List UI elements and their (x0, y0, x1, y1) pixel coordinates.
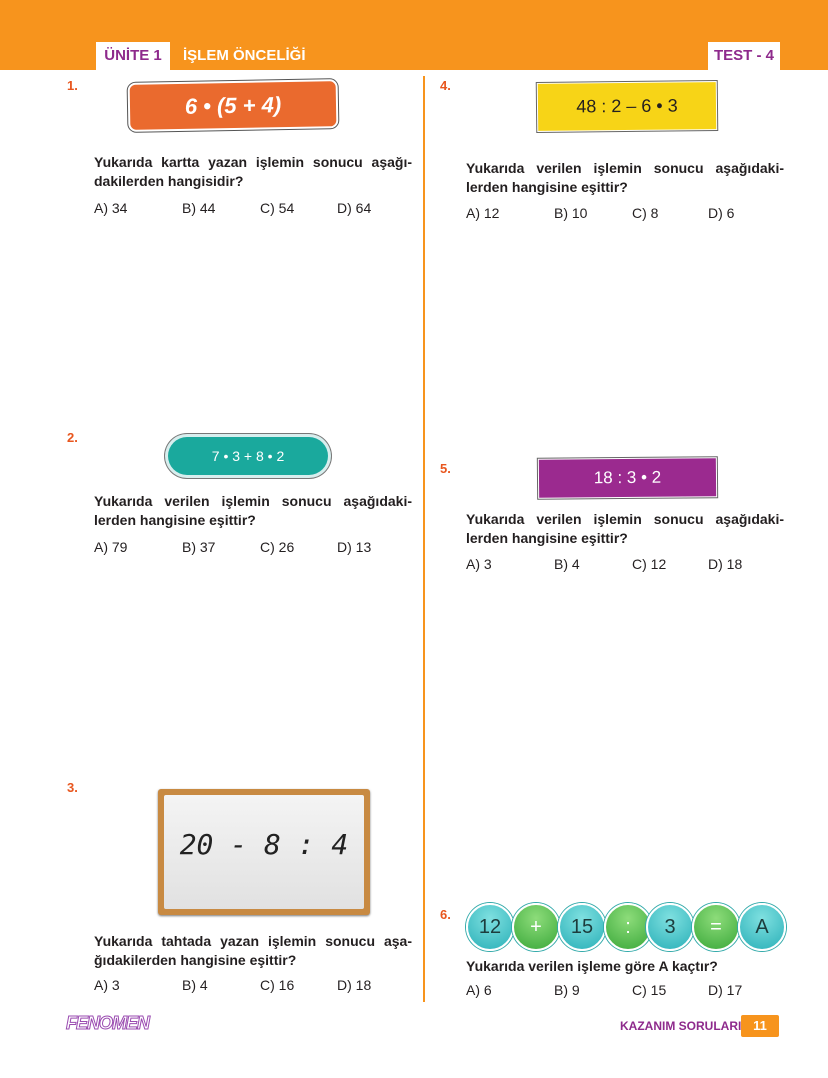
footer-label: KAZANIM SORULARI (620, 1019, 742, 1033)
option-a[interactable]: A) 6 (466, 982, 492, 998)
option-c[interactable]: C) 54 (260, 200, 295, 216)
question-text: Yukarıda verilen işlemin sonucu aşağıdaki-lerden hangisine eşittir? (466, 160, 784, 195)
expression-card: 6 • (5 + 4) (130, 81, 337, 130)
test-tab: TEST - 4 (708, 42, 780, 70)
unit-tab: ÜNİTE 1 (96, 42, 170, 70)
question-text: Yukarıda verilen işlemin sonucu aşağıdaki-lerden hangisine eşittir? (94, 493, 412, 528)
option-b[interactable]: B) 44 (182, 200, 216, 216)
option-d[interactable]: D) 17 (708, 982, 743, 998)
question-number: 6. (440, 907, 451, 922)
option-c[interactable]: C) 15 (632, 982, 667, 998)
question-number: 2. (67, 430, 78, 445)
question-number: 5. (440, 461, 451, 476)
question-text: Yukarıda tahtada yazan işlemin sonucu aşa-ğıdakilerden hangisine eşittir? (94, 933, 412, 968)
topic-title: İŞLEM ÖNCELİĞİ (183, 47, 306, 64)
bubble-operator: = (692, 903, 740, 951)
bubble-operator: + (512, 903, 560, 951)
question-text: Yukarıda kartta yazan işlemin sonucu aşağı-dakilerden hangisidir? (94, 154, 412, 189)
bubble-unknown: A (738, 903, 786, 951)
option-a[interactable]: A) 3 (94, 977, 120, 993)
option-d[interactable]: D) 13 (337, 539, 372, 555)
chalkboard (158, 789, 370, 915)
option-c[interactable]: C) 26 (260, 539, 295, 555)
option-d[interactable]: D) 64 (337, 200, 372, 216)
option-b[interactable]: B) 10 (554, 205, 588, 221)
bubble-number: 3 (646, 903, 694, 951)
option-a[interactable]: A) 3 (466, 556, 492, 572)
expression-card: 48 : 2 – 6 • 3 (538, 82, 716, 131)
option-a[interactable]: A) 79 (94, 539, 128, 555)
option-d[interactable]: D) 18 (337, 977, 372, 993)
question-number: 4. (440, 78, 451, 93)
question-number: 3. (67, 780, 78, 795)
bubble-number: 15 (558, 903, 606, 951)
option-c[interactable]: C) 8 (632, 205, 659, 221)
option-b[interactable]: B) 9 (554, 982, 580, 998)
option-d[interactable]: D) 18 (708, 556, 743, 572)
expression-card: 18 : 3 • 2 (539, 458, 716, 498)
expression-card: 7 • 3 + 8 • 2 (168, 437, 328, 475)
board-expression: 20 - 8 : 4 (179, 828, 349, 861)
option-d[interactable]: D) 6 (708, 205, 735, 221)
option-a[interactable]: A) 34 (94, 200, 128, 216)
bubble-number: 12 (466, 903, 514, 951)
question-number: 1. (67, 78, 78, 93)
question-text: Yukarıda verilen işleme göre A kaçtır? (466, 958, 718, 974)
board-surface (164, 795, 364, 909)
fenomen-logo: FENOMEN (66, 1013, 149, 1033)
option-c[interactable]: C) 16 (260, 977, 295, 993)
question-text: Yukarıda verilen işlemin sonucu aşağıdaki-lerden hangisine eşittir? (466, 511, 784, 546)
page-number: 11 (741, 1015, 779, 1037)
column-divider (423, 76, 425, 1002)
option-b[interactable]: B) 37 (182, 539, 216, 555)
option-b[interactable]: B) 4 (554, 556, 580, 572)
option-b[interactable]: B) 4 (182, 977, 208, 993)
bubble-operator: : (604, 903, 652, 951)
option-c[interactable]: C) 12 (632, 556, 667, 572)
option-a[interactable]: A) 12 (466, 205, 500, 221)
